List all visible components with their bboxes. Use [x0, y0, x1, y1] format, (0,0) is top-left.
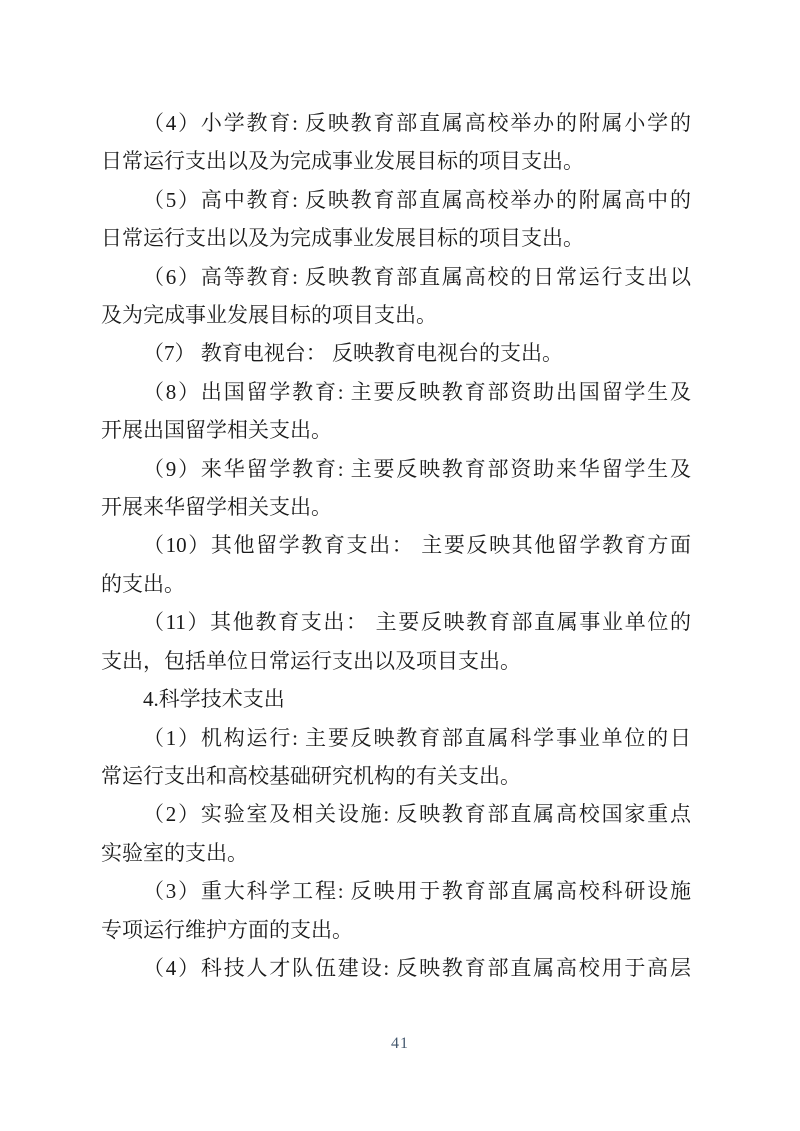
- document-body: [101, 104, 691, 987]
- text-line: （1）机构运行: 主要反映教育部直属科学事业单位的日: [143, 725, 691, 750]
- text-line: （5）高中教育: 反映教育部直属高校举办的附属高中的: [143, 187, 691, 212]
- text-line: （3）重大科学工程: 反映用于教育部直属高校科研设施: [143, 879, 691, 904]
- text-line: （4）小学教育: 反映教育部直属高校举办的附属小学的: [143, 111, 691, 135]
- page-number: 41: [391, 1035, 409, 1052]
- text-line: 专项运行维护方面的支出。: [101, 917, 353, 942]
- text-line: （2）实验室及相关设施: 反映教育部直属高校国家重点: [143, 802, 691, 827]
- text-line: （8）出国留学教育: 主要反映教育部资助出国留学生及: [143, 379, 691, 404]
- text-line: 开展出国留学相关支出。: [101, 418, 332, 443]
- text-line: （6）高等教育: 反映教育部直属高校的日常运行支出以: [143, 264, 691, 289]
- text-line: 开展来华留学相关支出。: [101, 495, 332, 520]
- text-line: 实验室的支出。: [101, 840, 248, 865]
- text-line: （4）科技人才队伍建设: 反映教育部直属高校用于高层: [143, 955, 691, 980]
- text-line: 及为完成事业发展目标的项目支出。: [101, 303, 437, 328]
- text-line: （11）其他教育支出： 主要反映教育部直属事业单位的: [143, 610, 691, 635]
- text-line: 常运行支出和高校基础研究机构的有关支出。: [101, 763, 521, 788]
- text-line: （9）来华留学教育: 主要反映教育部资助来华留学生及: [143, 456, 691, 481]
- text-line: 日常运行支出以及为完成事业发展目标的项目支出。: [101, 149, 584, 174]
- section-heading: 4.科学技术支出: [143, 687, 285, 712]
- text-line: （10）其他留学教育支出： 主要反映其他留学教育方面: [143, 533, 691, 558]
- text-line: 支出，包括单位日常运行支出以及项目支出。: [101, 648, 521, 673]
- text-line: 的支出。: [101, 571, 185, 596]
- text-line: 日常运行支出以及为完成事业发展目标的项目支出。: [101, 226, 584, 251]
- text-line: （7） 教育电视台： 反映教育电视台的支出。: [143, 341, 563, 366]
